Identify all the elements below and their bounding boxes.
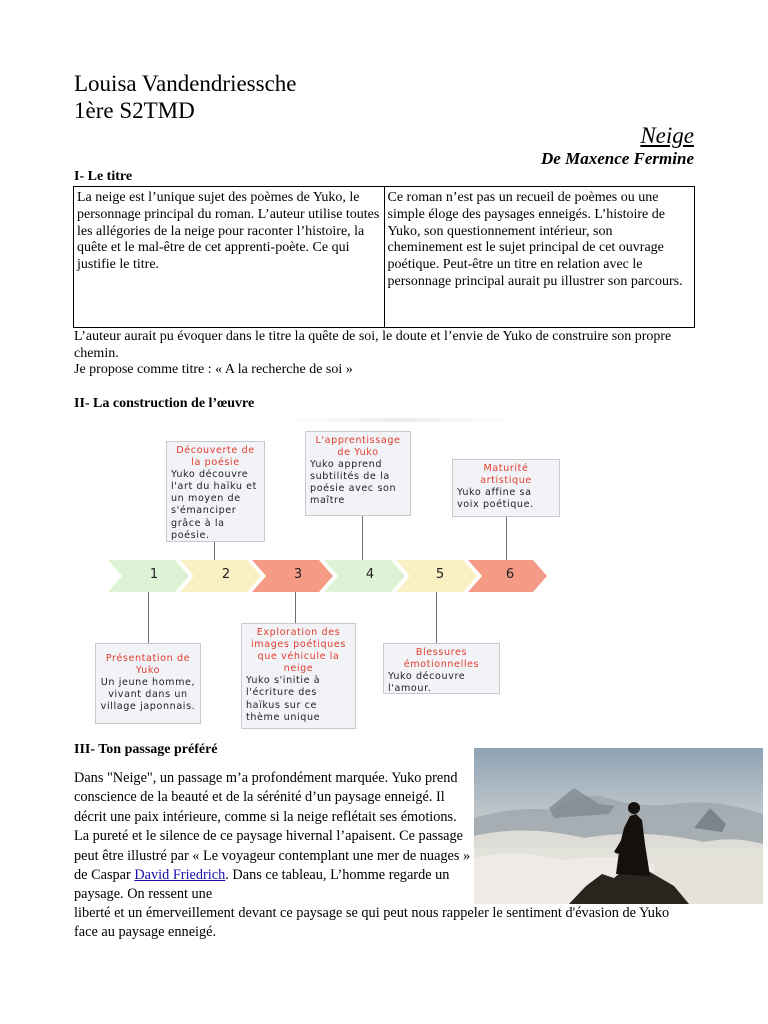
class-name: 1ère S2TMD: [74, 98, 195, 123]
connector-line: [506, 517, 507, 561]
table-cell-right: Ce roman n’est pas un recueil de poèmes ou une simple éloge des paysages enneigés. L’histoire de Yuko, son questionnement intérieur, son cheminement est le sujet principal de cet ouvrage poétique. Peut-être un titre en relation avec le personnage principal aurait pu illustrer son parcours.: [384, 187, 695, 328]
title-proposal: Je propose comme titre : « A la recherche de soi »: [74, 362, 353, 377]
section-2-heading: II- La construction de l’œuvre: [74, 396, 255, 411]
step-label-2: 2: [221, 567, 231, 582]
section-3-heading: III- Ton passage préféré: [74, 742, 218, 757]
section-3-paragraph: Dans "Neige", un passage m’a profondément marquée. Yuko prend conscience de la beauté et de la sérénité d’un paysage enneigé. Il décrit une paix intérieure, comme si la neige reflétait ses émotions. La pureté et le silence de ce paysage hivernal l’apaisent. Ce passage peut être illustré par « Le voyageur contemplant une mer de nuages » de Caspar David Friedrich. Dans ce tableau, L’homme regarde un paysage. On ressent une: [74, 770, 471, 903]
timeline-box-5: Blessures émotionnelles Yuko découvre l'amour.: [383, 643, 500, 694]
step-label-6: 6: [505, 567, 515, 582]
timeline-box-3: Exploration des images poétiques que véhicule la neige Yuko s'initie à l'écriture des haïkus sur ce thème unique: [241, 623, 356, 729]
connector-line: [148, 592, 149, 643]
step-label-3: 3: [293, 567, 303, 582]
section-1-paragraph: L’auteur aurait pu évoquer dans le titre la quête de soi, le doute et l’envie de Yuko de construire son propre chemin.: [74, 329, 672, 361]
section-1-heading: I- Le titre: [74, 169, 133, 184]
connector-line: [295, 592, 296, 623]
document-title: Neige: [640, 123, 694, 148]
document-subtitle: De Maxence Fermine: [541, 149, 694, 168]
timeline-box-6: Maturité artistique Yuko affine sa voix poétique.: [452, 459, 560, 517]
diagram-shadow: [285, 418, 515, 422]
step-label-1: 1: [149, 567, 159, 582]
connector-line: [362, 516, 363, 561]
connector-line: [214, 542, 215, 561]
step-label-5: 5: [435, 567, 445, 582]
timeline-box-2: Découverte de la poésie Yuko découvre l'art du haïku et un moyen de s'émanciper grâce à la poésie.: [166, 441, 265, 542]
david-friedrich-link[interactable]: David Friedrich: [134, 867, 226, 884]
wanderer-painting: [474, 748, 763, 904]
connector-line: [436, 592, 437, 643]
author-name: Louisa Vandendriessche: [74, 71, 297, 96]
timeline-box-4: L'apprentissage de Yuko Yuko apprend subtilités de la poésie avec son maître: [305, 431, 411, 516]
step-label-4: 4: [365, 567, 375, 582]
title-table: [73, 186, 695, 328]
table-cell-left: La neige est l’unique sujet des poèmes de Yuko, le personnage principal du roman. L’auteur utilise toutes les allégories de la neige pour raconter l’histoire, la quête et le mal-être de cet apprenti-poète. Ce qui justifie le titre.: [74, 187, 385, 328]
section-3-continuation: liberté et un émerveillement devant ce paysage se qui peut nous rappeler le sentiment d'évasion de Yuko face au paysage enneigé.: [74, 905, 670, 941]
timeline-box-1: Présentation de Yuko Un jeune homme, vivant dans un village japonnais.: [95, 643, 201, 724]
